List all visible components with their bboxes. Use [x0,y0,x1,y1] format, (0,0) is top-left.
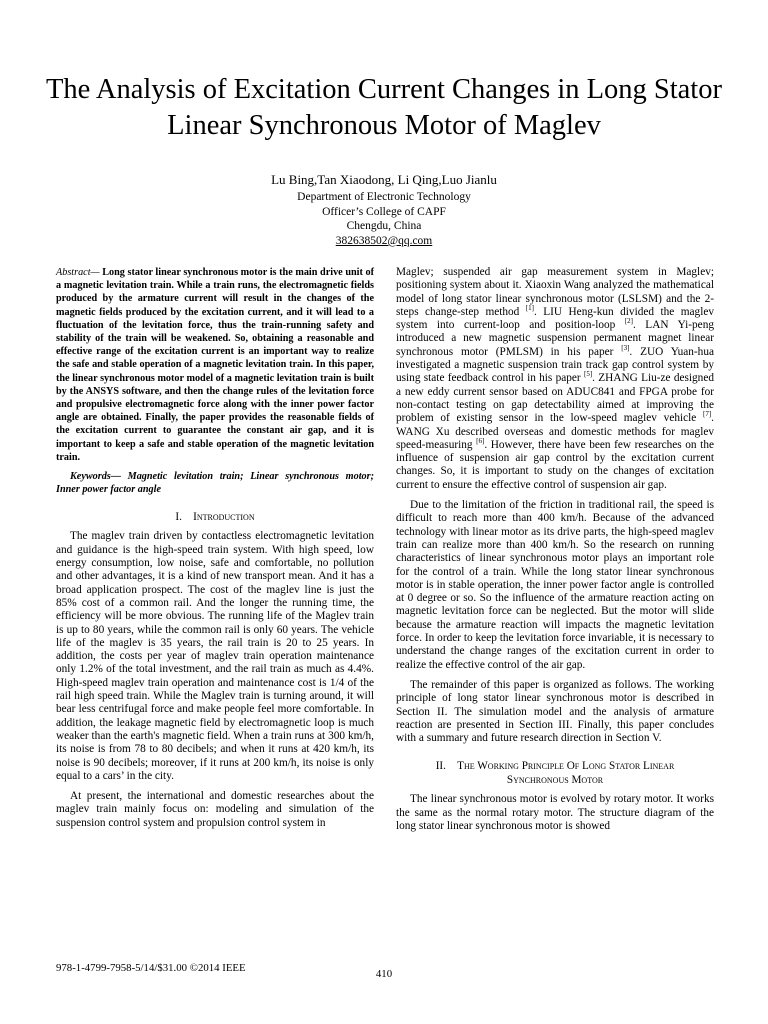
copyright-footer: 978-1-4799-7958-5/14/$31.00 ©2014 IEEE [56,962,246,974]
page-number: 410 [375,968,393,980]
affiliation-college: Officer’s College of CAPF [322,205,446,218]
citation-ref: [7] [703,410,712,419]
section-title: Introduction [193,511,255,524]
section-heading-introduction [56,510,374,524]
abstract-text: Long stator linear synchronous motor is the main drive unit of a magnetic levitation train. While a train runs, the electromagnetic fields produced by the armature current will result in the changes of the magnetic fields produced by the excitation current, and it will lead to a fluctuation of the levitation force, thus the train-running safety and stability of the train will be weakened. So, obtaining a reasonable and effective range of the excitation current is an important way to realize the safe and stable operation of a magnetic levitation train. In this paper, the linear synchronous motor model of a magnetic levitation train is built by the ANSYS software, and then the change rules of the levitation force and propulsive electromagnetic force along with the inner power factor angle are obtained. Finally, the paper provides the reasonable fields of the excitation current to guarantee the constant air gap, and it is important to keep a safe and stable operation of the magnetic levitation train. [56,267,374,463]
author-email-link[interactable]: 382638502@qq.com [335,234,433,247]
text-run: . WANG Xu described overseas and domestic methods for maglev speed-measuring [396,412,714,451]
author-list: Lu Bing,Tan Xiaodong, Li Qing,Luo Jianlu [271,172,497,187]
text-run: . ZUO Yuan-hua investigated a magnetic suspension train track gap control system by using state feedback control in his paper [396,345,714,385]
citation-ref: [6] [476,437,485,446]
text-run: . LAN Yi-peng introduced a new magnetic suspension permanent magnet linear synchronous motor (PMLSM) in his paper [396,319,714,358]
section-title-line-2: Synchronous Motor [506,774,604,787]
text-run: . ZHANG Liu-ze designed a new eddy current sensor based on ADUC841 and FPGA probe for non-contact testing on gap detectability aimed at improving the problem of existing sensor in the low-speed maglev vehicle [396,372,714,425]
intro-paragraph-2-continued [396,266,714,492]
section-heading-working-principle [396,759,714,787]
intro-paragraph-4: The remainder of this paper is organized as follows. The working principle of long stator linear synchronous motor is described in Section II. The simulation model and the analysis of armature reaction are presented in Section III. Finally, this paper concludes with a summary and future research direction in Section V. [396,678,714,745]
text-run: . However, there have been few researches on the influence of suspension air gap control by the excitation current changes. So, it is important to study on the changes of excitation current to ensure the effective control of suspension air gap. [396,438,714,491]
affiliation-block [0,190,768,248]
citation-ref: [2] [624,317,633,326]
text-run: . LIU Heng-kun divided the maglev system into current-loop and position-loop [396,305,714,332]
paper-title: The Analysis of Excitation Current Changes in Long Stator Linear Synchronous Motor of Maglev [46,74,722,141]
section-number: I. [175,511,182,524]
abstract [56,266,374,464]
citation-ref: [3] [621,344,630,353]
abstract-label: Abstract— [56,267,100,278]
citation-ref: [1] [525,304,534,313]
intro-paragraph-1: The maglev train driven by contactless electromagnetic levitation and guidance is the high-speed train system. With high speed, low energy consumption, low noise, safe and comfortable, no pollution and other advantages, it is a kind of new transport mean. And it has a broad application prospect. The cost of the maglev line is just the 85% cost of a common rail. And the longer the running time, the efficiency will be more obvious. The running life of the Maglev train is up to 80 years, while the common rail is only 60 years. The vehicle life of the maglev is 35 years, the rail train is 20 to 25 years. In addition, the costs per year of maglev train operation maintenance only 1.2% of the total investment, and the rail train as much as 4.4%. High-speed maglev train operation and maintenance cost is 1/4 of the rail high speed train. While the Maglev train is turning around, it will bear less centrifugal force and make people feel more comfortable. In addition, the leakage magnetic field by electromagnetic loop is much weaker than the earth's magnetic field. When a train runs at 300 km/h, its noise is from 78 to 80 decibels; and when it runs at 420 km/h, its noise is 90 decibels; moreover, if it runs at 200 km/h, its noise is only equal to a cars’ in the city. [56,530,374,782]
intro-paragraph-3: Due to the limitation of the friction in traditional rail, the speed is difficult to reach more than 400 km/h. Because of the advanced technology with linear motor as its drive parts, the high-speed maglev train can realize more than 400 km/h. So the research on running characteristics of linear synchronous motor plays an important role for the control of a train. While the long stator linear synchronous motor is in stable operation, the inner power factor angle is controlled at 0 degree or so. So the influence of the armature reaction acting on magnetic levitation force can be neglected. But the motor will slide because the armature reaction will impacts the magnetic levitation force. In order to keep the levitation force invariable, it is necessary to understand the change ranges of the excitation current in order to realize the effective control of the air gap. [396,499,714,671]
left-column [56,266,374,830]
keywords [56,470,374,496]
right-column [396,266,714,833]
affiliation-city: Chengdu, China [346,220,422,233]
keywords-text: Magnetic levitation train; Linear synchronous motor; Inner power factor angle [56,471,374,496]
section-title-line-1: The Working Principle Of Long Stator Linear [457,760,675,773]
text-run: Maglev; suspended air gap measurement system in Maglev; positioning system about it. Xiaoxin Wang analyzed the mathematical model of long stator linear synchronous motor (LSLSM) and the 2-steps change-step method [396,266,714,318]
section-number: II. [435,760,446,773]
citation-ref: [5] [583,370,593,379]
keywords-label: Keywords— [70,471,121,483]
affiliation-department: Department of Electronic Technology [297,191,471,203]
section2-paragraph-1: The linear synchronous motor is evolved by rotary motor. It works the same as the normal rotary motor. The structure diagram of the long stator linear synchronous motor is showed [396,793,714,832]
intro-paragraph-2: At present, the international and domestic researches about the maglev train mainly focus on: modeling and simulation of the suspension control system and propulsion control system in [56,790,374,829]
